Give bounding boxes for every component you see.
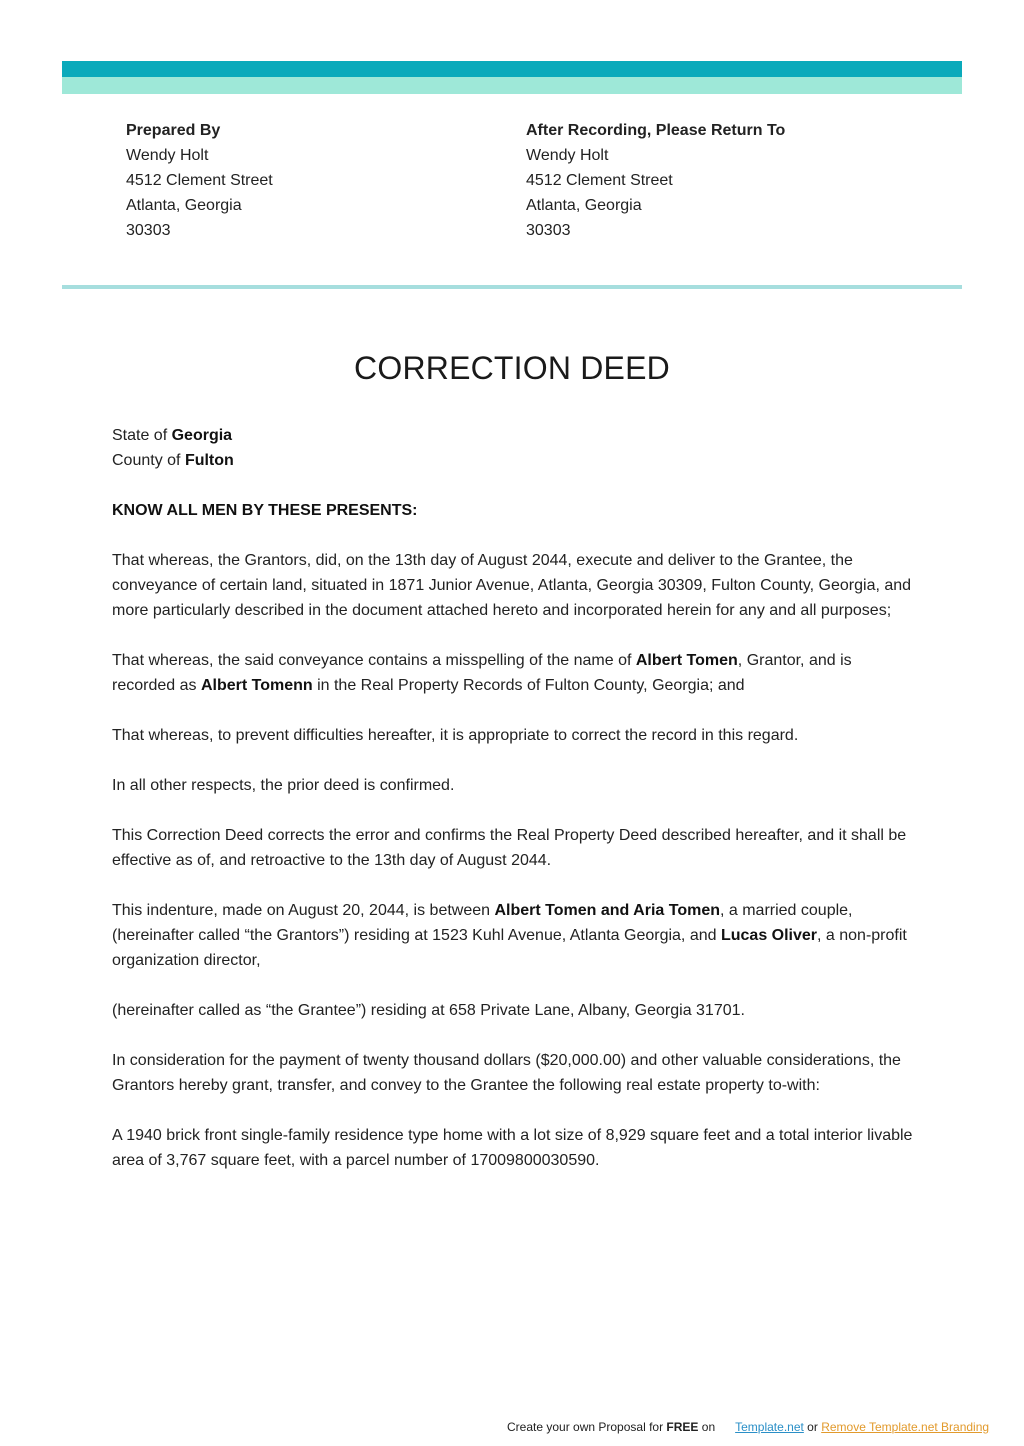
paragraph-8: In consideration for the payment of twenty thousand dollars ($20,000.00) and other valuable considerations, the Grantors hereby grant, transfer, and convey to the Grantee the following real estate property to-with:	[112, 1052, 901, 1094]
p6-text-e: , a non-profit organization director,	[112, 927, 907, 969]
header-band-light	[62, 77, 962, 94]
prepared-by-street: 4512 Clement Street	[126, 172, 273, 189]
county-label: County of	[112, 452, 185, 469]
paragraph-9: A 1940 brick front single-family residence type home with a lot size of 8,929 square feet and a total interior livable area of 3,767 square feet, with a parcel number of 17009800030590.	[112, 1127, 913, 1169]
remove-branding-link[interactable]: Remove Template.net Branding	[821, 1420, 990, 1434]
paragraph-2	[112, 648, 917, 698]
paragraph-7: (hereinafter called as “the Grantee”) residing at 658 Private Lane, Albany, Georgia 31701.	[112, 1002, 745, 1019]
header-divider	[62, 285, 962, 289]
branding-footer	[507, 1420, 989, 1434]
paragraph-3: That whereas, to prevent difficulties hereafter, it is appropriate to correct the record in this regard.	[112, 727, 799, 744]
prepared-by-block	[126, 118, 273, 243]
p2-text-e: in the Real Property Records of Fulton County, Georgia; and	[312, 677, 745, 694]
state-county	[112, 423, 917, 473]
footer-or: or	[803, 1420, 822, 1434]
page-title: CORRECTION DEED	[354, 350, 670, 386]
prepared-by-name: Wendy Holt	[126, 147, 209, 164]
header-band-dark	[62, 61, 962, 77]
intro-heading	[112, 498, 917, 523]
prepared-by-city: Atlanta, Georgia	[126, 197, 242, 214]
paragraph-4: In all other respects, the prior deed is confirmed.	[112, 777, 455, 794]
template-net-link[interactable]: Template.net	[735, 1420, 804, 1434]
return-to-city: Atlanta, Georgia	[526, 197, 642, 214]
footer-on: on	[698, 1420, 716, 1434]
return-to-zip: 30303	[526, 222, 571, 239]
footer-free: FREE	[666, 1420, 699, 1434]
p6-text-c: , a married couple, (hereinafter called “the Grantors”) residing at 1523 Kuhl Avenue, Atlanta Georgia, and	[112, 902, 853, 944]
state-value: Georgia	[171, 427, 233, 444]
return-to-heading: After Recording, Please Return To	[526, 122, 786, 139]
county-value: Fulton	[184, 452, 234, 469]
p2-misspelled-name: Albert Tomenn	[200, 677, 313, 694]
p2-text-a: That whereas, the said conveyance contains a misspelling of the name of	[112, 652, 636, 669]
paragraph-5: This Correction Deed corrects the error and confirms the Real Property Deed described hereafter, and it shall be effective as of, and retroactive to the 13th day of August 2044.	[112, 827, 907, 869]
return-to-street: 4512 Clement Street	[526, 172, 673, 189]
footer-prefix: Create your own Proposal for	[507, 1420, 667, 1434]
p2-text-c: , Grantor, and is recorded as	[112, 652, 852, 694]
p2-grantor-name: Albert Tomen	[635, 652, 738, 669]
p6-grantee-name: Lucas Oliver	[720, 927, 818, 944]
state-label: State of	[112, 427, 172, 444]
intro-text: KNOW ALL MEN BY THESE PRESENTS:	[112, 502, 418, 519]
prepared-by-zip: 30303	[126, 222, 171, 239]
paragraph-1: That whereas, the Grantors, did, on the 13th day of August 2044, execute and deliver to the Grantee, the conveyance of certain land, situated in 1871 Junior Avenue, Atlanta, Georgia 30309, Fulton County, Georgia, and more particularly described in the document attached hereto and incorporated herein for any and all purposes;	[112, 552, 912, 619]
paragraph-6	[112, 898, 917, 973]
return-to-block	[526, 118, 785, 243]
prepared-by-heading: Prepared By	[126, 122, 221, 139]
p6-grantors-names: Albert Tomen and Aria Tomen	[494, 902, 720, 919]
deed-body	[112, 423, 917, 1198]
return-to-name: Wendy Holt	[526, 147, 609, 164]
p6-text-a: This indenture, made on August 20, 2044, is between	[112, 902, 495, 919]
